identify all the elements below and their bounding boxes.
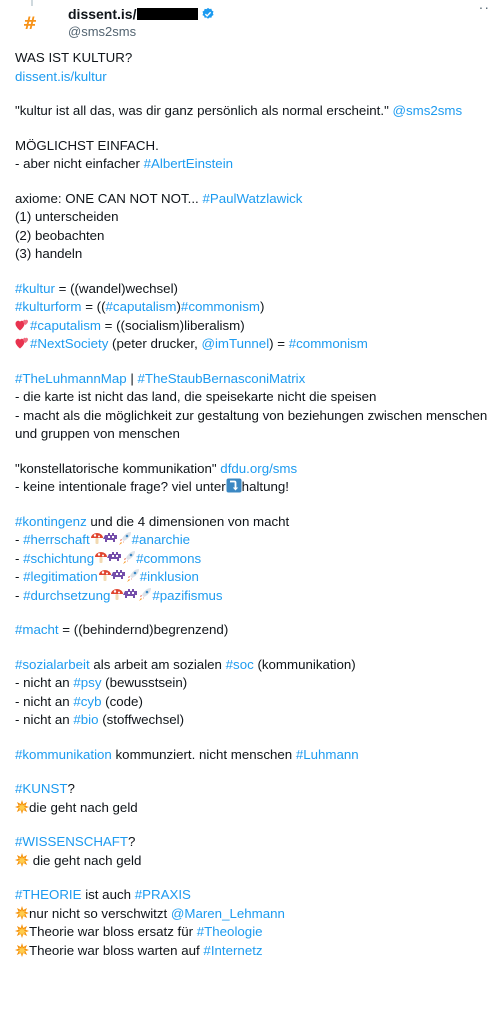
- text-segment: ): [259, 299, 265, 314]
- text-segment: (peter drucker,: [108, 336, 202, 351]
- mention-imtunnel[interactable]: @imTunnel: [201, 336, 270, 351]
- down-arrow-icon: [226, 478, 242, 499]
- text-line: [15, 68, 495, 87]
- hashtag-link[interactable]: #kontingenz: [15, 513, 87, 529]
- display-name[interactable]: dissent.is/: [68, 6, 137, 22]
- hashtag-link[interactable]: #kommunikation: [15, 746, 112, 762]
- text-line: [15, 298, 495, 317]
- text-line: [15, 478, 495, 497]
- hashtag-link[interactable]: #kultur: [15, 280, 55, 296]
- text-segment: - die karte ist nicht das land, die speisekarte nicht die speisen: [15, 389, 377, 404]
- text-line: [15, 317, 495, 336]
- text-line: [15, 780, 495, 799]
- mention-sms2sms[interactable]: @sms2sms: [392, 103, 463, 118]
- hashtag-link[interactable]: #pazifismus: [152, 587, 223, 603]
- text-segment: kommunziert. nicht menschen: [111, 746, 296, 762]
- hashtag-link[interactable]: #anarchie: [131, 532, 191, 547]
- text-line: [15, 137, 495, 156]
- text-line: [15, 407, 495, 426]
- text-line: [15, 674, 495, 693]
- text-segment: (code): [101, 693, 143, 709]
- more-options-icon[interactable]: ··: [478, 0, 490, 15]
- text-segment: (stoffwechsel): [98, 712, 185, 727]
- text-line: [15, 245, 495, 264]
- text-segment: (bewusstsein): [101, 675, 188, 690]
- text-segment: - nicht an: [15, 693, 74, 709]
- text-segment: und die 4 dimensionen von macht: [86, 513, 290, 529]
- hashtag-link[interactable]: #inklusion: [139, 569, 199, 584]
- avatar-glyph: #: [22, 14, 38, 34]
- text-line: [15, 852, 495, 871]
- hashtag-link[interactable]: #schichtung: [23, 550, 95, 566]
- link-dfdu[interactable]: dfdu.org/sms: [220, 460, 298, 476]
- hashtag-link[interactable]: #commonism: [180, 299, 260, 314]
- tweet-text: [15, 49, 495, 960]
- collision-icon: [15, 800, 29, 820]
- text-segment: -: [15, 532, 24, 547]
- text-segment: -: [15, 587, 24, 603]
- text-line: [15, 370, 495, 389]
- text-segment: = ((behindernd)begrenzend): [58, 622, 229, 637]
- hashtag-link[interactable]: #TheStaubBernasconiMatrix: [137, 370, 306, 386]
- text-line: [15, 208, 495, 227]
- text-segment: (kommunikation): [253, 656, 356, 672]
- hashtag-link[interactable]: #PaulWatzlawick: [202, 190, 303, 206]
- text-line: [15, 102, 495, 121]
- mushroom-alien-rocket-icons: [110, 587, 152, 608]
- hashtag-link[interactable]: #NextSociety: [30, 336, 109, 351]
- text-line: [15, 49, 495, 68]
- text-segment: = ((wandel)wechsel): [54, 280, 178, 296]
- text-line: [15, 711, 495, 730]
- text-segment: ist auch: [81, 887, 135, 902]
- text-segment: "konstellatorische kommunikation": [15, 460, 221, 476]
- text-segment: - nicht an: [15, 675, 74, 690]
- hashtag-link[interactable]: #legitimation: [23, 569, 98, 584]
- text-segment: -: [15, 569, 24, 584]
- text-segment: -: [15, 550, 24, 566]
- verified-badge-icon: [201, 7, 215, 21]
- text-segment: haltung!: [241, 479, 289, 494]
- hashtag-link[interactable]: #caputalism: [30, 317, 101, 333]
- text-segment: (2) beobachten: [15, 227, 105, 243]
- text-line: [15, 905, 495, 924]
- text-line: [15, 886, 495, 905]
- text-segment: ): [176, 299, 181, 314]
- text-line: [15, 513, 495, 532]
- hashtag-link[interactable]: #Luhmann: [295, 746, 359, 762]
- text-line: [15, 799, 495, 818]
- text-line: [15, 587, 495, 606]
- collision-icon: [15, 943, 29, 963]
- text-segment: (3) handeln: [15, 246, 83, 261]
- text-line: [15, 942, 495, 961]
- text-segment: nur nicht so verschwitzt: [29, 905, 171, 921]
- text-segment: = ((socialism)liberalism): [100, 317, 245, 333]
- hashtag-link[interactable]: #TheLuhmannMap: [15, 370, 127, 386]
- text-segment: MÖGLICHST EINFACH.: [15, 137, 159, 153]
- mention-maren-lehmann[interactable]: @Maren_Lehmann: [170, 905, 285, 921]
- hashtag-link[interactable]: #commonism: [288, 336, 368, 351]
- hashtag-link[interactable]: #Internetz: [203, 942, 263, 958]
- text-line: [15, 335, 495, 354]
- text-line: [15, 550, 495, 569]
- redacted-block: [137, 8, 198, 20]
- collision-icon: [15, 853, 29, 873]
- text-line: [15, 833, 495, 852]
- hashtag-link[interactable]: #PRAXIS: [134, 887, 191, 902]
- hashtag-link[interactable]: #soc: [225, 656, 254, 672]
- text-segment: - aber nicht einfacher: [15, 156, 144, 171]
- hashtag-link[interactable]: #Theologie: [196, 924, 263, 939]
- text-segment: = ((: [81, 299, 106, 314]
- text-segment: "kultur ist all das, was dir ganz persönlich als normal erscheint.": [15, 103, 393, 118]
- text-line: [15, 693, 495, 712]
- text-segment: (1) unterscheiden: [15, 209, 119, 224]
- text-segment: - nicht an: [15, 712, 74, 727]
- hashtag-link[interactable]: #caputalism: [105, 299, 177, 314]
- text-segment: WAS IST KULTUR?: [15, 50, 133, 65]
- hashtag-link[interactable]: #commons: [136, 550, 202, 566]
- hashtag-link[interactable]: #KUNST: [15, 781, 68, 796]
- text-line: [15, 388, 495, 407]
- user-handle[interactable]: @sms2sms: [68, 24, 137, 39]
- text-line: [15, 656, 495, 675]
- mushroom-alien-rocket-icons: [94, 550, 136, 571]
- text-segment: ) =: [269, 336, 289, 351]
- hashtag-link[interactable]: #WISSENSCHAFT: [15, 834, 129, 849]
- text-line: [15, 746, 495, 765]
- text-segment: - keine intentionale frage? viel unter: [15, 479, 226, 494]
- text-line: [15, 568, 495, 587]
- avatar[interactable]: [15, 9, 45, 39]
- text-segment: die geht nach geld: [29, 852, 142, 868]
- text-line: [15, 280, 495, 299]
- text-line: [15, 460, 495, 479]
- mushroom-alien-rocket-icons: [90, 531, 132, 552]
- hashtag-link[interactable]: #psy: [73, 675, 102, 690]
- text-segment: - macht als die möglichkeit zur gestaltung von beziehungen zwischen menschen: [15, 407, 488, 423]
- text-line: [15, 923, 495, 942]
- name-row: [68, 5, 215, 23]
- text-segment: |: [126, 370, 138, 386]
- hashtag-link[interactable]: #AlbertEinstein: [143, 156, 234, 171]
- hashtag-link[interactable]: #bio: [73, 712, 99, 727]
- link-kultur[interactable]: dissent.is/kultur: [15, 68, 107, 84]
- text-segment: Theorie war bloss ersatz für: [29, 924, 197, 939]
- hashtag-link[interactable]: #sozialarbeit: [15, 656, 90, 672]
- text-line: [15, 227, 495, 246]
- text-segment: axiome: ONE CAN NOT NOT...: [15, 190, 203, 206]
- text-line: [15, 621, 495, 640]
- text-segment: Theorie war bloss warten auf: [29, 942, 204, 958]
- text-line: [15, 425, 495, 444]
- text-segment: als arbeit am sozialen: [89, 656, 226, 672]
- tweet-header: [15, 0, 490, 41]
- two-hearts-icon: [15, 336, 30, 356]
- hashtag-link[interactable]: #herrschaft: [23, 532, 90, 547]
- text-segment: ?: [67, 781, 75, 796]
- text-segment: ?: [128, 834, 136, 849]
- mushroom-alien-rocket-icons: [98, 568, 140, 589]
- hashtag-link[interactable]: #THEORIE: [15, 887, 82, 902]
- collision-icon: [15, 924, 29, 944]
- text-line: [15, 155, 495, 174]
- hashtag-link[interactable]: #macht: [15, 622, 59, 637]
- text-line: [15, 190, 495, 209]
- text-segment: und gruppen von menschen: [15, 426, 180, 441]
- text-segment: die geht nach geld: [29, 799, 138, 815]
- text-line: [15, 531, 495, 550]
- hashtag-link[interactable]: #cyb: [73, 693, 102, 709]
- hashtag-link[interactable]: #kulturform: [15, 299, 82, 314]
- hashtag-link[interactable]: #durchsetzung: [23, 587, 111, 603]
